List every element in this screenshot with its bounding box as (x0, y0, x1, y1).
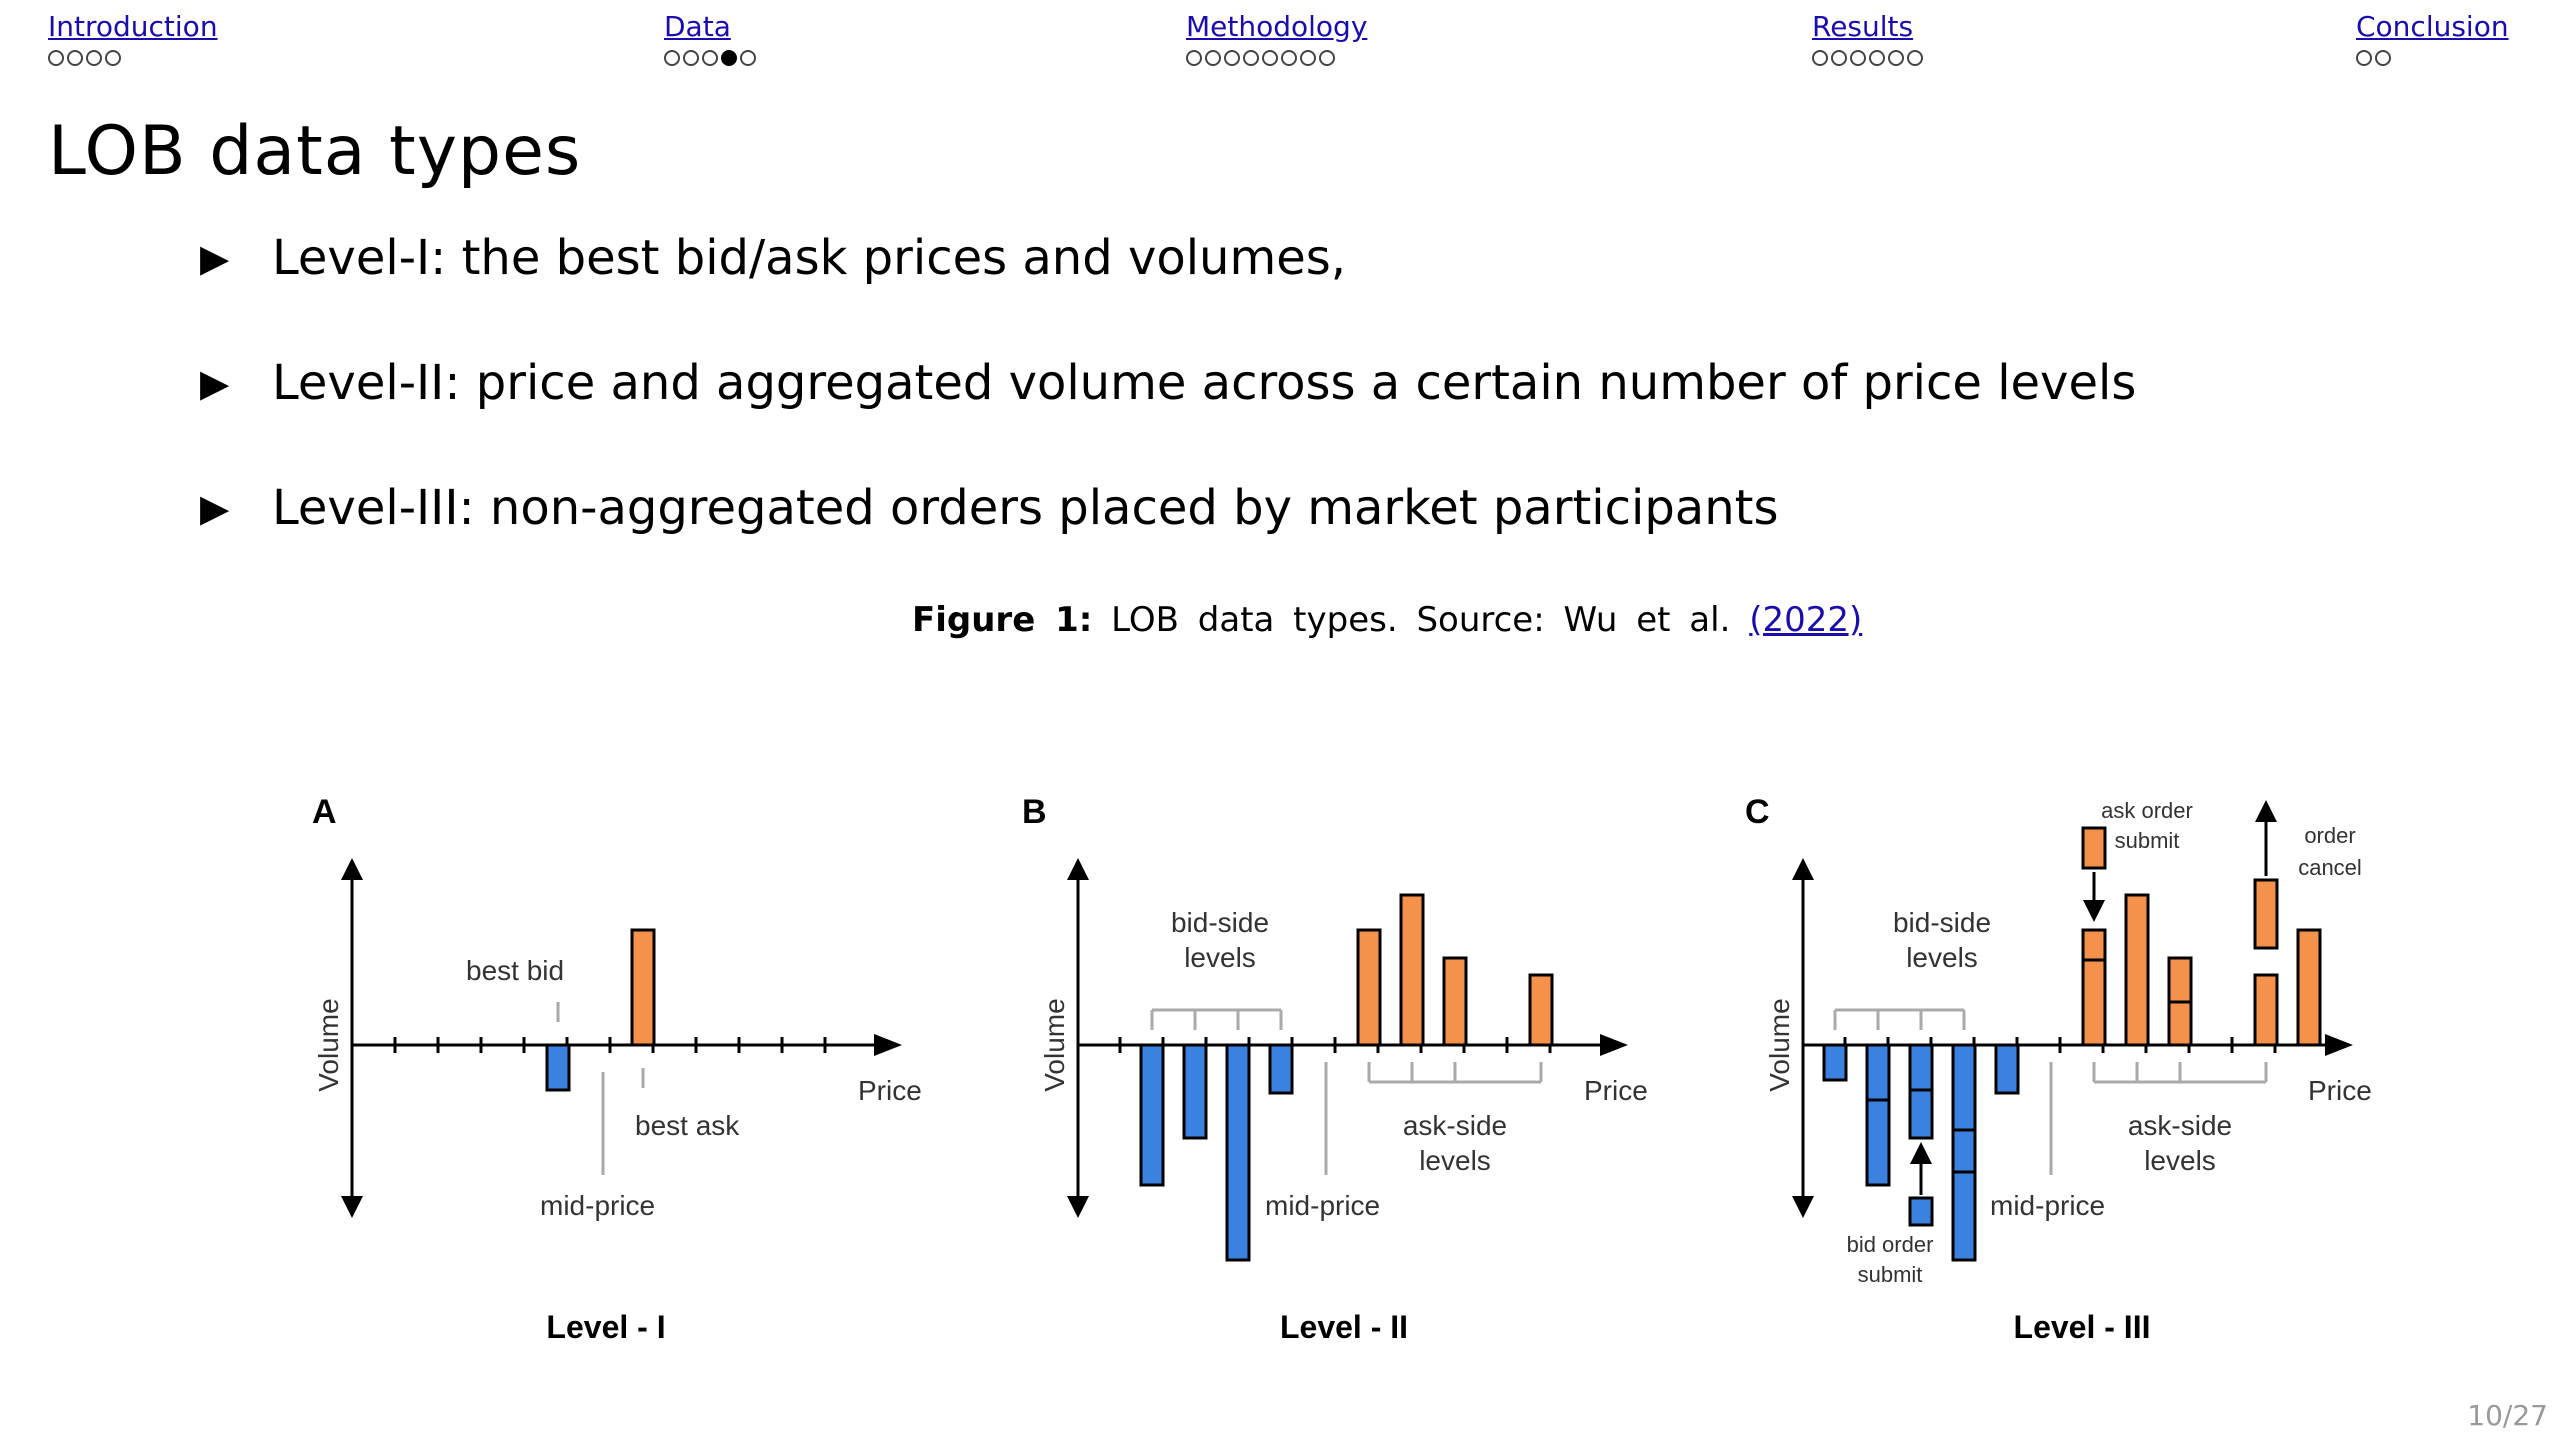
x-axis-arrow-icon (2325, 1034, 2353, 1056)
nav-dot[interactable] (702, 50, 718, 66)
bullet-arrow-icon: ▶ (200, 361, 230, 405)
figure-caption (912, 600, 1862, 640)
bullet-text: Level-I: the best bid/ask prices and volumes, (272, 230, 1347, 286)
y-axis-arrow-icon (1067, 858, 1089, 880)
nav-section-introduction (48, 10, 218, 73)
page-number: 10/27 (2467, 1399, 2548, 1432)
nav-link-methodology[interactable]: Methodology (1186, 10, 1368, 43)
bid-level-bar (1270, 1045, 1292, 1093)
bid-level-bar (1227, 1045, 1249, 1260)
nav-dot[interactable] (683, 50, 699, 66)
ask-level-bar (1444, 958, 1466, 1045)
nav-dot[interactable] (48, 50, 64, 66)
ask-level-bar (2255, 975, 2277, 1045)
lob-diagram (290, 790, 2430, 1370)
bullet-item (200, 353, 2136, 478)
bid-levels-label: levels (1906, 942, 1978, 973)
bid-level-bar (1141, 1045, 1163, 1185)
nav-progress-dots (48, 47, 218, 73)
lob-figure (290, 790, 2430, 1374)
mid-price-label: mid-price (540, 1190, 656, 1221)
panel-letter: A (312, 793, 337, 831)
bullet-text: Level-II: price and aggregated volume across a certain number of price levels (272, 355, 2137, 411)
order-cancel-label: cancel (2298, 855, 2362, 880)
nav-section-data (664, 10, 759, 73)
nav-link-results[interactable]: Results (1812, 10, 1914, 43)
nav-dot[interactable] (1281, 50, 1297, 66)
ask-submit-label: submit (2114, 828, 2180, 853)
nav-dot[interactable] (1319, 50, 1335, 66)
y-axis-label: Volume (1039, 998, 1070, 1092)
nav-section-results (1812, 10, 1926, 73)
nav-dot[interactable] (86, 50, 102, 66)
ask-levels-label: ask-side (2127, 1110, 2233, 1141)
nav-dot[interactable] (740, 50, 756, 66)
bid-levels-label: levels (1184, 942, 1256, 973)
bid-level-bar (1867, 1045, 1889, 1185)
panel-caption: Level - III (2013, 1309, 2151, 1345)
ask-level-bar (1530, 975, 1552, 1045)
figure-caption-text: LOB data types. Source: Wu et al. (1111, 600, 1731, 640)
nav-dot[interactable] (1812, 50, 1828, 66)
citation-link[interactable]: (2022) (1749, 600, 1863, 640)
bullet-arrow-icon: ▶ (200, 236, 230, 280)
y-axis-label: Volume (313, 998, 344, 1092)
panel-letter: C (1745, 793, 1770, 831)
nav-link-conclusion[interactable]: Conclusion (2356, 10, 2509, 43)
nav-section-conclusion (2356, 10, 2509, 73)
best-bid-bar (547, 1045, 569, 1090)
mid-price-label: mid-price (1265, 1190, 1381, 1221)
bullet-text: Level-III: non-aggregated orders placed by market participants (272, 480, 1779, 536)
ask-levels-label: levels (1419, 1145, 1491, 1176)
cancel-order-bar (2255, 880, 2277, 948)
bid-level-bar (1996, 1045, 2018, 1093)
nav-link-data[interactable]: Data (664, 10, 731, 43)
bid-level-bar (1953, 1045, 1975, 1260)
bid-submit-label: bid order (1846, 1232, 1934, 1257)
ask-submit-label: ask order (2101, 798, 2193, 823)
ask-levels-label: ask-side (1402, 1110, 1508, 1141)
panel-caption: Level - II (1279, 1309, 1409, 1345)
bullet-list (200, 228, 2136, 603)
nav-dot[interactable] (1300, 50, 1316, 66)
bid-levels-label: bid-side (1892, 907, 1992, 938)
nav-dot[interactable] (1831, 50, 1847, 66)
bid-level-bar (1184, 1045, 1206, 1138)
nav-section-methodology (1186, 10, 1367, 73)
ask-level-bar (2298, 930, 2320, 1045)
bid-submit-arrow-icon (1910, 1142, 1932, 1164)
y-axis-arrow-icon (1792, 1196, 1814, 1218)
nav-dot[interactable] (1907, 50, 1923, 66)
ask-levels-label: levels (2144, 1145, 2216, 1176)
nav-dot[interactable] (1243, 50, 1259, 66)
price-axis-label: Price (858, 1075, 922, 1106)
nav-dot[interactable] (721, 50, 737, 66)
bid-submit-order-bar (1910, 1198, 1932, 1225)
bid-level-bar (1824, 1045, 1846, 1080)
y-axis-arrow-icon (341, 858, 363, 880)
best-ask-label: best ask (635, 1110, 740, 1141)
mid-price-label: mid-price (1990, 1190, 2106, 1221)
x-axis-arrow-icon (1600, 1034, 1628, 1056)
y-axis-arrow-icon (1067, 1196, 1089, 1218)
nav-progress-dots (1186, 47, 1367, 73)
nav-dot[interactable] (105, 50, 121, 66)
cancel-arrow-icon (2255, 800, 2277, 822)
ask-level-bar (1401, 895, 1423, 1045)
bullet-item (200, 228, 2136, 353)
bid-levels-label: bid-side (1170, 907, 1270, 938)
price-axis-label: Price (2308, 1075, 2372, 1106)
nav-link-introduction[interactable]: Introduction (48, 10, 218, 43)
nav-dot[interactable] (2375, 50, 2391, 66)
price-axis-label: Price (1584, 1075, 1648, 1106)
navigation-bar (0, 10, 2560, 90)
nav-dot[interactable] (664, 50, 680, 66)
bullet-arrow-icon: ▶ (200, 486, 230, 530)
nav-dot[interactable] (1205, 50, 1221, 66)
slide-title: LOB data types (48, 112, 582, 191)
panel-letter: B (1022, 793, 1047, 831)
figure-label: Figure 1: (912, 600, 1093, 640)
nav-dot[interactable] (67, 50, 83, 66)
y-axis-arrow-icon (341, 1196, 363, 1218)
ask-level-bar (2083, 930, 2105, 1045)
nav-dot[interactable] (1262, 50, 1278, 66)
nav-dot[interactable] (1186, 50, 1202, 66)
ask-submit-order-bar (2083, 828, 2105, 868)
nav-dot[interactable] (1224, 50, 1240, 66)
y-axis-arrow-icon (1792, 858, 1814, 880)
nav-dot[interactable] (1850, 50, 1866, 66)
nav-progress-dots (664, 47, 759, 73)
nav-progress-dots (1812, 47, 1926, 73)
order-cancel-label: order (2304, 823, 2356, 848)
nav-dot[interactable] (1869, 50, 1885, 66)
bid-submit-label: submit (1857, 1262, 1923, 1287)
ask-level-bar (2126, 895, 2148, 1045)
bullet-item (200, 478, 2136, 603)
nav-progress-dots (2356, 47, 2509, 73)
ask-level-bar (1358, 930, 1380, 1045)
panel-caption: Level - I (546, 1309, 666, 1345)
nav-dot[interactable] (1888, 50, 1904, 66)
best-ask-bar (632, 930, 654, 1045)
y-axis-label: Volume (1764, 998, 1795, 1092)
x-axis-arrow-icon (874, 1034, 902, 1056)
nav-dot[interactable] (2356, 50, 2372, 66)
ask-submit-arrow-icon (2083, 900, 2105, 922)
best-bid-label: best bid (466, 955, 565, 986)
